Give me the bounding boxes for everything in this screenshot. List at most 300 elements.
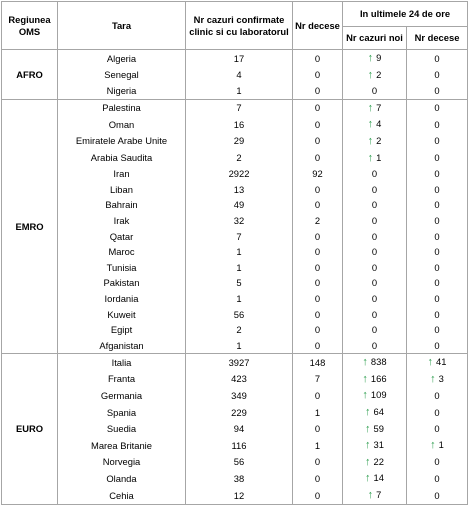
- country-cell: [58, 67, 186, 84]
- table-row: [2, 166, 468, 182]
- arrow-up-icon: ↑: [362, 356, 368, 369]
- confirmed-cell: [186, 307, 293, 323]
- table-row: [2, 291, 468, 307]
- country-cell-value: Irak: [113, 214, 130, 226]
- confirmed-cell-value: 1: [236, 292, 242, 304]
- new-cases-cell: [343, 150, 407, 167]
- deaths-cell: [293, 371, 343, 388]
- new-deaths-cell-value: 41: [436, 356, 447, 368]
- new-cases-cell: [343, 307, 407, 323]
- new-cases-cell: [343, 454, 407, 471]
- new-deaths-cell: [407, 404, 468, 421]
- country-cell-value: Palestina: [102, 102, 141, 114]
- header-region: Regiunea OMS: [2, 2, 58, 50]
- deaths-cell: [293, 437, 343, 454]
- confirmed-cell-value: 229: [231, 406, 247, 418]
- table-row: [2, 116, 468, 133]
- new-deaths-cell: [407, 371, 468, 388]
- new-deaths-cell: [407, 260, 468, 276]
- deaths-cell: [293, 354, 343, 371]
- region-label: AFRO: [2, 50, 58, 100]
- country-cell: [58, 387, 186, 404]
- country-cell: [58, 150, 186, 167]
- confirmed-cell-value: 7: [236, 230, 242, 242]
- country-cell-value: Egipt: [110, 324, 133, 336]
- country-cell: [58, 421, 186, 438]
- new-deaths-cell: [407, 275, 468, 291]
- arrow-up-icon: ↑: [367, 118, 374, 131]
- confirmed-cell-value: 1: [236, 85, 242, 97]
- country-cell-value: Spania: [106, 406, 137, 418]
- new-cases-cell-value: 59: [373, 422, 384, 434]
- confirmed-cell: [186, 166, 293, 182]
- new-deaths-cell-value: 0: [434, 102, 440, 114]
- confirmed-cell-value: 2922: [228, 168, 250, 180]
- country-cell-value: Arabia Saudita: [90, 152, 153, 164]
- country-cell-value: Afganistan: [99, 339, 144, 351]
- deaths-cell: [293, 229, 343, 245]
- country-cell-value: Algeria: [106, 52, 137, 64]
- table-row: [2, 229, 468, 245]
- confirmed-cell-value: 4: [236, 69, 242, 81]
- table-row: [2, 182, 468, 198]
- country-cell: [58, 83, 186, 99]
- deaths-cell-value: 0: [314, 261, 321, 273]
- region-label: EMRO: [2, 99, 58, 354]
- country-cell: [58, 229, 186, 245]
- deaths-cell: [293, 50, 343, 67]
- new-deaths-cell-value: 0: [434, 324, 440, 336]
- table-row: [2, 213, 468, 229]
- arrow-up-icon: ↑: [365, 455, 371, 468]
- new-cases-cell-value: 0: [371, 168, 378, 180]
- confirmed-cell-value: 13: [233, 183, 245, 195]
- table-row: [2, 67, 468, 84]
- table-row: [2, 99, 468, 116]
- confirmed-cell: [186, 404, 293, 421]
- new-deaths-cell-value: 0: [434, 183, 440, 195]
- country-cell-value: Cehia: [109, 489, 134, 501]
- country-cell-value: Olanda: [106, 472, 137, 484]
- country-cell-value: Kuweit: [107, 308, 136, 320]
- deaths-cell-value: 0: [314, 292, 321, 304]
- new-deaths-cell: [407, 166, 468, 182]
- deaths-cell-value: 148: [309, 356, 326, 368]
- header-country: Tara: [58, 2, 186, 50]
- deaths-cell-value: 0: [314, 489, 321, 501]
- arrow-up-icon: ↑: [427, 356, 434, 369]
- table-body: [2, 50, 468, 505]
- deaths-cell-value: 1: [314, 439, 321, 451]
- deaths-cell: [293, 338, 343, 354]
- deaths-cell-value: 1: [314, 406, 321, 418]
- deaths-cell-value: 92: [312, 168, 323, 180]
- deaths-cell-value: 0: [314, 199, 321, 211]
- table-row: [2, 150, 468, 167]
- table-row: [2, 83, 468, 99]
- new-deaths-cell-value: 0: [434, 168, 440, 180]
- deaths-cell-value: 0: [314, 69, 321, 81]
- deaths-cell: [293, 133, 343, 150]
- confirmed-cell-value: 56: [233, 456, 245, 468]
- deaths-cell: [293, 244, 343, 260]
- new-cases-cell: [343, 354, 407, 371]
- new-deaths-cell-value: 0: [434, 135, 440, 147]
- new-cases-cell-value: 0: [371, 214, 378, 226]
- confirmed-cell: [186, 197, 293, 213]
- country-cell: [58, 404, 186, 421]
- confirmed-cell: [186, 67, 293, 84]
- deaths-cell: [293, 116, 343, 133]
- new-cases-cell-value: 64: [373, 406, 384, 418]
- arrow-up-icon: ↑: [367, 68, 374, 81]
- new-cases-cell: [343, 244, 407, 260]
- confirmed-cell: [186, 454, 293, 471]
- deaths-cell-value: 0: [314, 472, 321, 484]
- new-deaths-cell-value: 0: [434, 199, 440, 211]
- new-cases-cell: [343, 50, 407, 67]
- confirmed-cell: [186, 99, 293, 116]
- deaths-cell: [293, 421, 343, 438]
- deaths-cell-value: 2: [314, 214, 321, 226]
- table-row: [2, 133, 468, 150]
- country-cell-value: Italia: [111, 356, 132, 368]
- new-cases-cell: [343, 260, 407, 276]
- table-row: [2, 470, 468, 487]
- deaths-cell: [293, 99, 343, 116]
- new-cases-cell-value: 0: [371, 85, 378, 97]
- arrow-up-icon: ↑: [365, 422, 371, 435]
- new-deaths-cell-value: 0: [434, 261, 440, 273]
- arrow-up-icon: ↑: [362, 372, 368, 385]
- new-deaths-cell: [407, 99, 468, 116]
- table-row: [2, 354, 468, 371]
- country-cell: [58, 133, 186, 150]
- new-deaths-cell: [407, 354, 468, 371]
- new-cases-cell-value: 0: [371, 199, 378, 211]
- new-deaths-cell: [407, 307, 468, 323]
- country-cell: [58, 454, 186, 471]
- deaths-cell: [293, 260, 343, 276]
- new-cases-cell: [343, 470, 407, 487]
- new-deaths-cell-value: 0: [434, 456, 440, 468]
- confirmed-cell: [186, 291, 293, 307]
- arrow-up-icon: ↑: [365, 472, 371, 485]
- country-cell-value: Nigeria: [106, 85, 137, 97]
- confirmed-cell-value: 349: [231, 389, 247, 401]
- arrow-up-icon: ↑: [367, 101, 374, 114]
- deaths-cell-value: 0: [314, 102, 321, 114]
- new-cases-cell-value: 0: [371, 246, 378, 258]
- new-cases-cell-value: 0: [371, 324, 378, 336]
- table-row: [2, 387, 468, 404]
- region-label: EURO: [2, 354, 58, 504]
- new-deaths-cell: [407, 197, 468, 213]
- deaths-cell: [293, 387, 343, 404]
- confirmed-cell-value: 16: [233, 118, 245, 130]
- table-row: [2, 454, 468, 471]
- country-cell-value: Iordania: [104, 292, 139, 304]
- country-cell: [58, 99, 186, 116]
- deaths-cell-value: 0: [314, 135, 321, 147]
- new-cases-cell: [343, 322, 407, 338]
- country-cell: [58, 197, 186, 213]
- arrow-up-icon: ↑: [430, 372, 436, 385]
- confirmed-cell: [186, 437, 293, 454]
- country-cell-value: Maroc: [108, 246, 135, 258]
- new-cases-cell: [343, 291, 407, 307]
- country-cell-value: Franta: [107, 373, 136, 385]
- table-row: [2, 487, 468, 504]
- new-cases-cell: [343, 404, 407, 421]
- new-cases-cell: [343, 166, 407, 182]
- table-row: [2, 371, 468, 388]
- table-row: [2, 437, 468, 454]
- new-cases-cell: [343, 371, 407, 388]
- new-cases-cell: [343, 421, 407, 438]
- table-row: [2, 307, 468, 323]
- confirmed-cell-value: 56: [233, 308, 245, 320]
- new-cases-cell-value: 9: [376, 52, 382, 63]
- table-row: [2, 275, 468, 291]
- deaths-cell-value: 0: [314, 423, 321, 435]
- country-cell-value: Norvegia: [102, 456, 141, 468]
- confirmed-cell-value: 423: [231, 373, 247, 385]
- new-cases-cell-value: 7: [376, 489, 382, 501]
- new-cases-cell-value: 7: [376, 101, 382, 113]
- new-cases-cell-value: 166: [370, 372, 387, 384]
- deaths-cell: [293, 291, 343, 307]
- deaths-cell: [293, 487, 343, 504]
- new-deaths-cell-value: 0: [434, 292, 440, 304]
- country-cell: [58, 116, 186, 133]
- new-deaths-cell-value: 0: [434, 389, 440, 401]
- deaths-cell: [293, 322, 343, 338]
- confirmed-cell-value: 5: [236, 277, 242, 289]
- new-cases-cell: [343, 83, 407, 99]
- confirmed-cell-value: 7: [236, 102, 242, 114]
- new-cases-cell-value: 4: [376, 118, 382, 130]
- confirmed-cell: [186, 213, 293, 229]
- confirmed-cell: [186, 229, 293, 245]
- confirmed-cell: [186, 338, 293, 354]
- country-cell-value: Oman: [108, 118, 135, 130]
- country-cell: [58, 213, 186, 229]
- deaths-cell-value: 0: [314, 118, 321, 130]
- new-cases-cell: [343, 387, 407, 404]
- table-row: [2, 50, 468, 67]
- arrow-up-icon: ↑: [362, 389, 368, 402]
- confirmed-cell: [186, 83, 293, 99]
- country-cell: [58, 354, 186, 371]
- new-cases-cell-value: 22: [373, 455, 384, 467]
- new-deaths-cell: [407, 133, 468, 150]
- header-last-24h: In ultimele 24 de ore: [343, 2, 468, 27]
- new-deaths-cell: [407, 83, 468, 99]
- deaths-cell: [293, 454, 343, 471]
- country-cell: [58, 470, 186, 487]
- confirmed-cell-value: 94: [233, 423, 245, 435]
- confirmed-cell: [186, 387, 293, 404]
- new-cases-cell: [343, 229, 407, 245]
- country-cell: [58, 437, 186, 454]
- new-deaths-cell: [407, 182, 468, 198]
- new-cases-cell: [343, 116, 407, 133]
- country-cell-value: Bahrain: [105, 199, 138, 211]
- confirmed-cell: [186, 133, 293, 150]
- confirmed-cell-value: 49: [233, 199, 245, 211]
- confirmed-cell: [186, 421, 293, 438]
- confirmed-cell-value: 32: [233, 214, 245, 226]
- confirmed-cell: [186, 260, 293, 276]
- country-cell: [58, 50, 186, 67]
- country-cell-value: Senegal: [104, 69, 139, 81]
- new-deaths-cell: [407, 421, 468, 438]
- confirmed-cell-value: 1: [236, 246, 242, 258]
- confirmed-cell-value: 29: [233, 135, 245, 147]
- new-cases-cell: [343, 487, 407, 504]
- new-cases-cell: [343, 437, 407, 454]
- confirmed-cell-value: 17: [233, 52, 245, 64]
- new-deaths-cell-value: 0: [434, 308, 440, 320]
- country-cell-value: Pakistan: [103, 277, 140, 289]
- new-cases-cell-value: 31: [373, 439, 384, 451]
- deaths-cell: [293, 470, 343, 487]
- deaths-cell: [293, 213, 343, 229]
- country-cell: [58, 338, 186, 354]
- deaths-cell: [293, 182, 343, 198]
- country-cell-value: Liban: [110, 183, 133, 195]
- deaths-cell-value: 0: [314, 85, 321, 97]
- country-cell: [58, 487, 186, 504]
- new-deaths-cell: [407, 437, 468, 454]
- covid-cases-table: [1, 1, 468, 505]
- new-cases-cell-value: 14: [373, 472, 384, 484]
- new-deaths-cell-value: 0: [434, 277, 440, 289]
- confirmed-cell: [186, 50, 293, 67]
- deaths-cell: [293, 83, 343, 99]
- new-cases-cell: [343, 275, 407, 291]
- country-cell: [58, 166, 186, 182]
- deaths-cell: [293, 197, 343, 213]
- deaths-cell: [293, 275, 343, 291]
- new-deaths-cell: [407, 322, 468, 338]
- new-deaths-cell: [407, 50, 468, 67]
- new-deaths-cell-value: 0: [434, 489, 440, 501]
- country-cell-value: Marea Britanie: [91, 439, 152, 451]
- country-cell: [58, 307, 186, 323]
- header-new-deaths: Nr decese: [407, 27, 468, 50]
- new-deaths-cell: [407, 67, 468, 84]
- arrow-up-icon: ↑: [367, 489, 374, 502]
- arrow-up-icon: ↑: [365, 439, 371, 452]
- table-row: [2, 197, 468, 213]
- new-cases-cell-value: 838: [370, 356, 387, 368]
- new-cases-cell: [343, 338, 407, 354]
- new-deaths-cell: [407, 387, 468, 404]
- new-deaths-cell-value: 0: [434, 69, 440, 81]
- confirmed-cell-value: 12: [233, 489, 245, 501]
- new-deaths-cell: [407, 470, 468, 487]
- table-header: [2, 2, 468, 50]
- confirmed-cell: [186, 487, 293, 504]
- country-cell: [58, 291, 186, 307]
- new-cases-cell-value: 0: [371, 292, 378, 304]
- country-cell-value: Suedia: [106, 423, 137, 435]
- new-deaths-cell: [407, 291, 468, 307]
- header-deaths: Nr decese: [293, 2, 343, 50]
- new-deaths-cell-value: 0: [434, 406, 440, 418]
- new-deaths-cell: [407, 244, 468, 260]
- deaths-cell-value: 0: [314, 152, 321, 164]
- table-row: [2, 244, 468, 260]
- confirmed-cell-value: 116: [231, 439, 247, 451]
- new-deaths-cell: [407, 150, 468, 167]
- deaths-cell-value: 7: [314, 373, 321, 385]
- new-deaths-cell: [407, 229, 468, 245]
- deaths-cell: [293, 307, 343, 323]
- deaths-cell-value: 0: [314, 246, 321, 258]
- deaths-cell-value: 0: [314, 52, 321, 64]
- header-new-cases: Nr cazuri noi: [343, 27, 407, 50]
- deaths-cell: [293, 166, 343, 182]
- confirmed-cell: [186, 322, 293, 338]
- country-cell: [58, 275, 186, 291]
- confirmed-cell-value: 1: [236, 339, 242, 351]
- confirmed-cell: [186, 275, 293, 291]
- table-row: [2, 404, 468, 421]
- country-cell: [58, 322, 186, 338]
- new-deaths-cell-value: 0: [434, 246, 440, 258]
- new-deaths-cell: [407, 454, 468, 471]
- deaths-cell-value: 0: [314, 324, 321, 336]
- confirmed-cell: [186, 470, 293, 487]
- confirmed-cell-value: 2: [236, 324, 242, 336]
- header-confirmed: Nr cazuri confirmate clinic si cu laboratorul: [186, 2, 293, 50]
- new-cases-cell: [343, 213, 407, 229]
- new-deaths-cell: [407, 487, 468, 504]
- new-deaths-cell: [407, 116, 468, 133]
- deaths-cell-value: 0: [314, 339, 321, 351]
- arrow-up-icon: ↑: [365, 406, 371, 419]
- deaths-cell-value: 0: [314, 456, 321, 468]
- country-cell-value: Iran: [113, 168, 130, 180]
- deaths-cell: [293, 404, 343, 421]
- arrow-up-icon: ↑: [367, 134, 374, 147]
- table-row: [2, 338, 468, 354]
- deaths-cell-value: 0: [314, 389, 321, 401]
- new-cases-cell-value: 0: [371, 277, 378, 289]
- new-deaths-cell-value: 0: [434, 152, 440, 164]
- new-cases-cell-value: 0: [371, 183, 378, 195]
- confirmed-cell: [186, 116, 293, 133]
- deaths-cell: [293, 150, 343, 167]
- new-deaths-cell-value: 0: [434, 339, 440, 351]
- new-deaths-cell: [407, 338, 468, 354]
- table-row: [2, 322, 468, 338]
- new-cases-cell-value: 0: [371, 339, 378, 351]
- confirmed-cell-value: 1: [236, 261, 242, 273]
- table-row: [2, 421, 468, 438]
- new-cases-cell: [343, 197, 407, 213]
- confirmed-cell: [186, 182, 293, 198]
- new-cases-cell-value: 0: [371, 230, 378, 242]
- confirmed-cell: [186, 354, 293, 371]
- new-deaths-cell-value: 0: [434, 85, 440, 97]
- deaths-cell-value: 0: [314, 183, 321, 195]
- deaths-cell-value: 0: [314, 277, 321, 289]
- new-cases-cell: [343, 67, 407, 84]
